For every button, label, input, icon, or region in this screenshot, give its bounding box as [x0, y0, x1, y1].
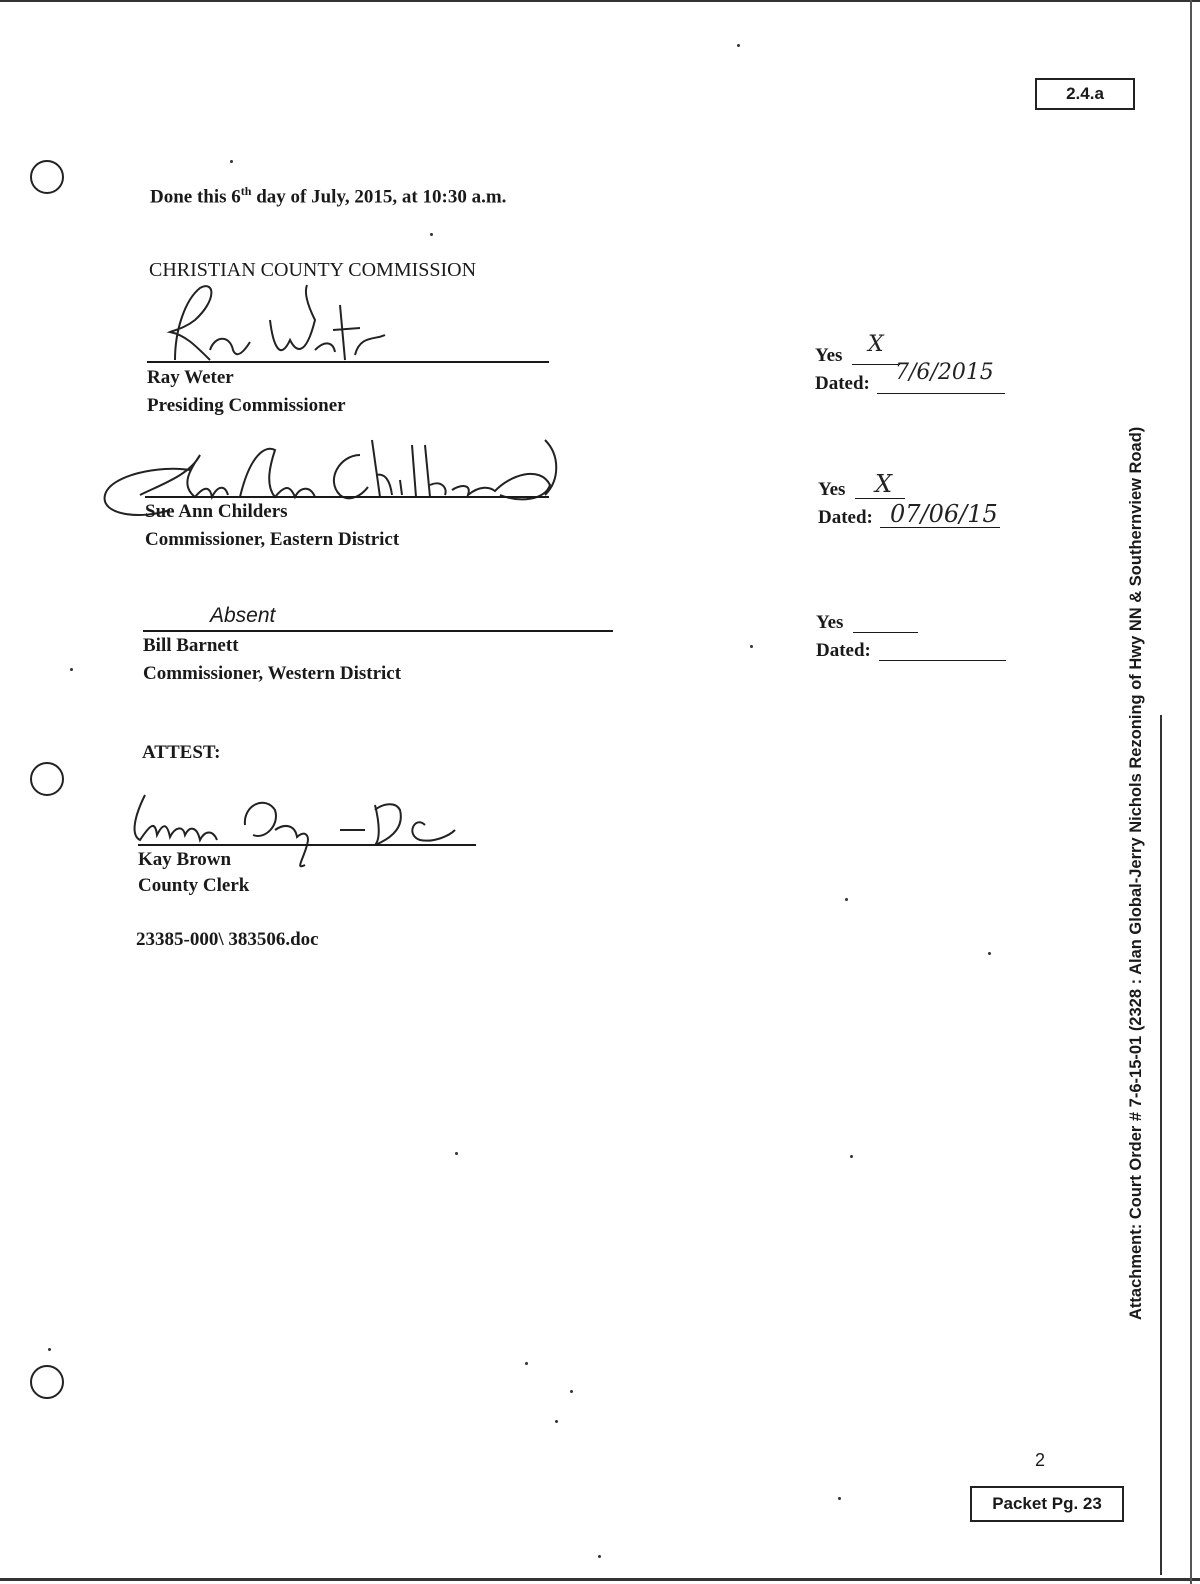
yes-blank-1	[852, 364, 900, 365]
signature-line-3	[143, 630, 613, 632]
scan-speck	[430, 233, 433, 236]
yes-mark-1: X	[868, 332, 884, 357]
yes-blank-2	[855, 498, 905, 499]
scan-speck	[555, 1420, 558, 1423]
scan-speck	[850, 1155, 853, 1158]
attachment-caption: Attachment: Court Order # 7-6-15-01 (2328 : Alan Global-Jerry Nichols Rezoning of Hwy NN & Southernview Road)	[1127, 426, 1145, 1320]
done-line-prefix: Done this 6	[150, 186, 241, 208]
scan-speck	[48, 1348, 51, 1351]
scan-speck	[988, 952, 991, 955]
yes-label-2: Yes	[818, 479, 846, 500]
signatory-title-3: Commissioner, Western District	[143, 663, 402, 684]
yes-mark-2: X	[875, 470, 893, 498]
hole-punch-middle	[30, 762, 64, 796]
dated-label-1: Dated:	[815, 373, 870, 394]
signatory-title-2: Commissioner, Eastern District	[145, 529, 400, 550]
dated-value-1: 7/6/2015	[895, 360, 994, 385]
page-edge-right-inner	[1160, 715, 1162, 1575]
attest-name: Kay Brown	[138, 849, 232, 870]
attest-label: ATTEST:	[142, 742, 221, 763]
scan-speck	[737, 44, 740, 47]
scan-speck	[598, 1555, 601, 1558]
scan-speck	[525, 1362, 528, 1365]
hole-punch-top	[30, 160, 64, 194]
signatory-name-3: Bill Barnett	[143, 635, 239, 656]
doc-reference: 23385-000\ 383506.doc	[136, 929, 319, 950]
scan-speck	[455, 1152, 458, 1155]
page-edge-bottom	[0, 1578, 1200, 1581]
attest-title: County Clerk	[138, 875, 250, 896]
agenda-item-tag: 2.4.a	[1035, 78, 1135, 110]
dated-label-2: Dated:	[818, 507, 873, 528]
signatory-name-1: Ray Weter	[147, 367, 234, 388]
yes-label-3: Yes	[816, 612, 844, 633]
page-edge-top	[0, 0, 1200, 2]
dated-value-2: 07/06/15	[890, 500, 998, 528]
yes-label-1: Yes	[815, 345, 843, 366]
signature-ray-weter	[155, 280, 405, 370]
scan-speck	[230, 160, 233, 163]
hole-punch-bottom	[30, 1365, 64, 1399]
done-line-suffix: day of July, 2015, at 10:30 a.m.	[251, 186, 507, 208]
done-line	[150, 180, 506, 208]
page-edge-right	[1190, 0, 1192, 1584]
yes-blank-3	[853, 632, 918, 633]
scan-speck	[70, 668, 73, 671]
absent-note: Absent	[210, 604, 276, 627]
packet-page-box: Packet Pg. 23	[970, 1486, 1124, 1522]
dated-label-3: Dated:	[816, 640, 871, 661]
scan-speck	[838, 1497, 841, 1500]
signature-line-attest	[138, 844, 476, 846]
commission-heading: CHRISTIAN COUNTY COMMISSION	[149, 259, 477, 281]
scan-speck	[570, 1390, 573, 1393]
scan-speck	[750, 645, 753, 648]
signature-line-2	[145, 496, 549, 498]
scan-speck	[845, 898, 848, 901]
done-line-superscript: th	[240, 184, 252, 198]
signatory-title-1: Presiding Commissioner	[147, 395, 346, 416]
dated-blank-3	[879, 660, 1006, 661]
signatory-name-2: Sue Ann Childers	[145, 501, 288, 522]
signature-line-1	[147, 361, 549, 363]
page-number: 2	[1035, 1450, 1046, 1470]
dated-blank-1	[877, 393, 1005, 394]
